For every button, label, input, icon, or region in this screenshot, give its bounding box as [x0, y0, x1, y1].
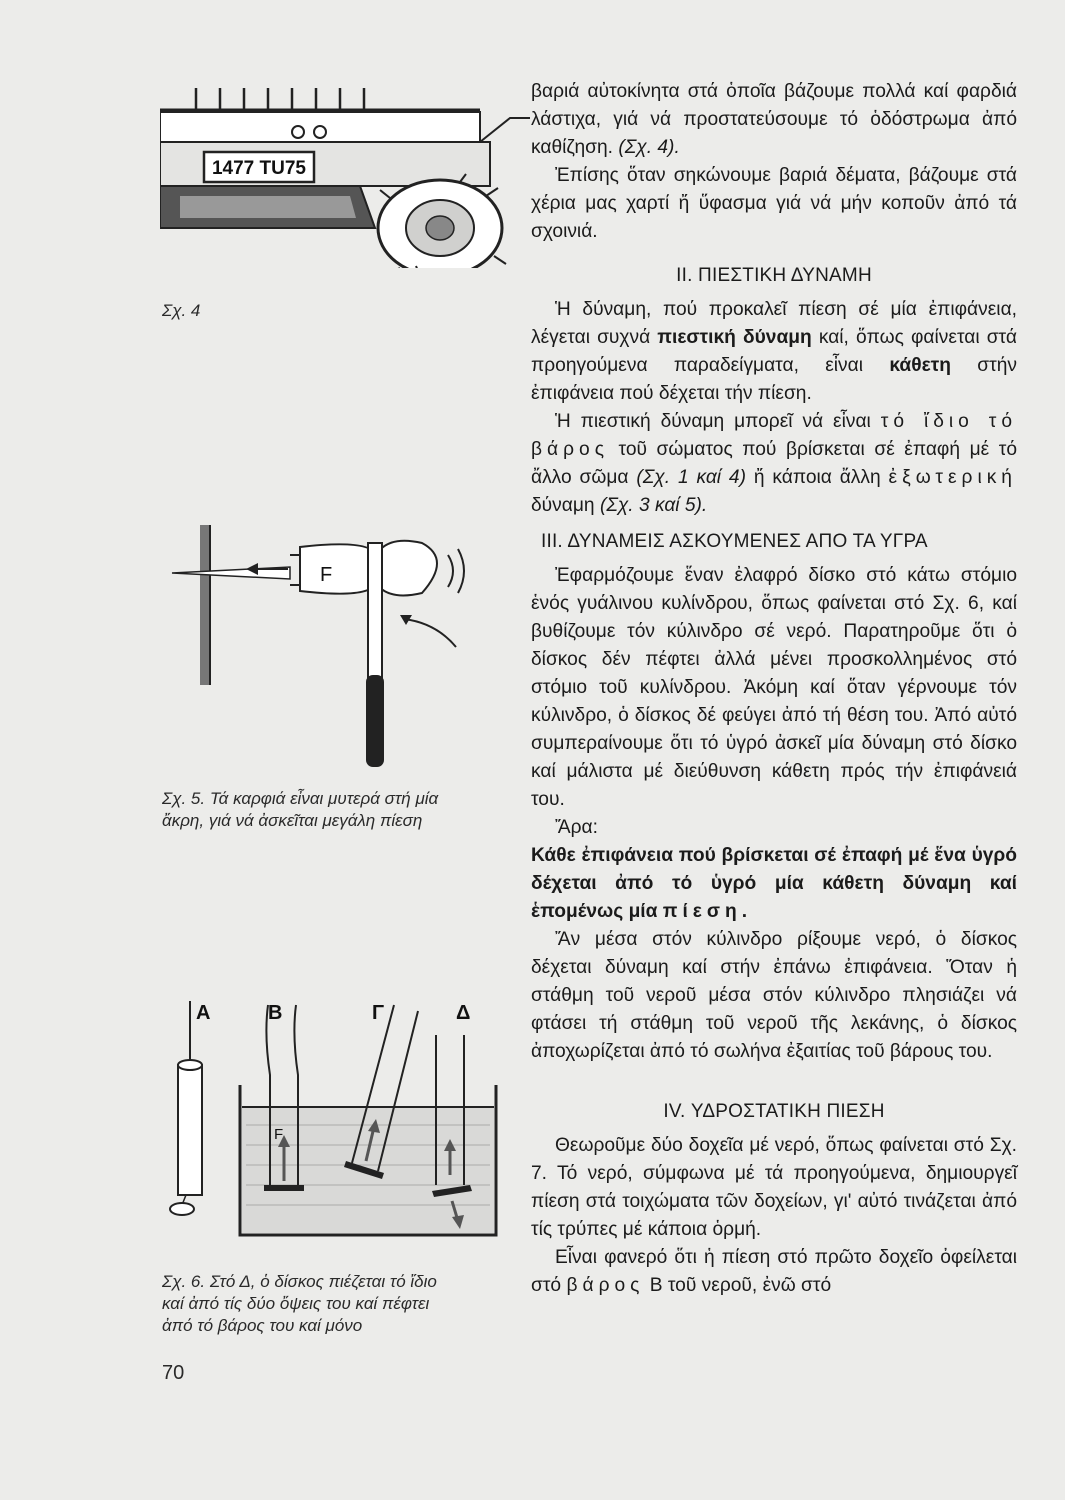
figure-5-caption-line-1: Σχ. 5. Τά καρφιά εἶναι μυτερά στή μία — [162, 789, 439, 808]
paragraph-force-source — [531, 408, 1017, 520]
paragraph-trucks — [531, 78, 1017, 162]
rule-spaced-pressure: πίεση — [662, 901, 742, 922]
fv-spaced-weight: βάρος — [566, 1275, 645, 1296]
license-plate-text: 1477 TU75 — [211, 158, 307, 179]
paragraph-pressing-force — [531, 296, 1017, 408]
fs-spaced-external: ἐξωτερική — [888, 467, 1017, 488]
page-number: 70 — [162, 1362, 185, 1384]
paragraph-two-vessels: Θεωροῦμε δύο δοχεῖα μέ νερό, ὅπως φαίνεται στό Σχ. 7. Τό νερό, σύμφωνα μέ τά προηγούμενα, δημιουργεῖ πίεση στά τοιχώματα τῶν δοχείων, γι' αὐτό τινάζεται ἀπό τίς τρύπες μέ κάποια ὁρμή. — [531, 1135, 1017, 1240]
fs-text-a: Ἡ πιεστική δύναμη μπορεῖ νά εἶναι — [555, 411, 871, 432]
heading-section-3: ΙΙΙ. ΔΥΝΑΜΕΙΣ ΑΣΚΟΥΜΕΝΕΣ ΑΠΟ ΤΑ ΥΓΡΑ — [541, 531, 928, 552]
paragraph-therefore: Ἄρα: — [555, 817, 598, 838]
figure-6-caption-line-1: Σχ. 6. Στό Δ, ὁ δίσκος πιέζεται τό ἴδιο — [162, 1272, 437, 1291]
paragraph-water-in-cylinder: Ἄν μέσα στόν κύλινδρο ρίξουμε νερό, ὁ δίσκος δέχεται δύναμη καί στήν ἐπάνω ἐπιφάνεια. Ὅταν ἡ στάθμη τοῦ νεροῦ μέσα στόν κύλινδρο πλησιάζει νά φτάσει τή στάθμη τοῦ νεροῦ τῆς λεκάνης, ὁ δίσκος ἀποχωρίζεται ἀπό τό σωλήνα ἐξαιτίας τοῦ βάρους του. — [531, 929, 1017, 1062]
paragraph-trucks-ref: (Σχ. 4). — [618, 137, 680, 158]
figure-4-caption: Σχ. 4 — [162, 301, 201, 320]
figure-6-caption-line-2: καί ἀπό τίς δύο ὄψεις του καί πέφτει — [162, 1294, 430, 1313]
label-beta: Β — [268, 1002, 283, 1024]
figure-5-caption-line-2: ἄκρη, γιά νά ἀσκεῖται μεγάλη πίεση — [162, 811, 423, 830]
fs-spaced-weight: τό ἴδιο τό βάρος — [531, 411, 1017, 460]
rule-text-a: Κάθε ἐπιφάνεια πού βρίσκεται σέ ἐπαφή μέ ἕνα ὑγρό δέχεται ἀπό τό ὑγρό μία κάθετη δύναμη καί ἑπομένως μία — [531, 845, 1017, 922]
fv-text-a: Εἶναι φανερό ὅτι ἡ πίεση στό πρῶτο δοχεῖο ὀφείλεται στό — [531, 1247, 1017, 1296]
pf-text-a: Ἡ δύναμη, πού προκαλεῖ πίεση σέ μία ἐπιφάνεια, λέγεται συχνά — [531, 299, 1017, 348]
paragraph-first-vessel — [531, 1244, 1017, 1300]
pf-bold-term: πιεστική δύναμη — [657, 327, 812, 348]
heading-section-4: IV. ΥΔΡΟΣΤΑΤΙΚΗ ΠΙΕΣΗ — [663, 1101, 885, 1122]
force-label-f-cylinder-b: F — [274, 1126, 284, 1143]
force-label-f: F — [320, 564, 333, 586]
figure-5-hammer-nail-illustration — [160, 525, 490, 775]
paragraph-disc-experiment: Ἐφαρμόζουμε ἕναν ἐλαφρό δίσκο στό κάτω στόμιο ἑνός γυάλινου κυλίνδρου, ὅπως φαίνεται στό Σχ. 6, καί βυθίζουμε τόν κύλινδρο σέ νερό. Παρατηροῦμε ὅτι ὁ δίσκος δέν πέφτει ἀλλά μένει προσκολλημένος στό στόμιο τοῦ κυλίνδρου. Ἀκόμη καί ὅταν γέρνουμε τόν κύλινδρο, ὁ δίσκος δέ φεύγει ἀπό τή θέση του. Ἀπό αὐτό συμπεραίνουμε ὅτι τό ὑγρό ἀσκεῖ μία δύναμη στό δίσκο καί μάλιστα μέ διεύθυνση κάθετη πρός τήν ἐπιφάνειά του. — [531, 565, 1017, 810]
fs-ref-1: (Σχ. 1 καί 4) — [636, 467, 746, 488]
label-alpha: Α — [196, 1002, 211, 1024]
fs-text-c: τοῦ σώματος πού βρίσκεται σέ ἐπαφή μέ τό ἄλλο σῶμα — [531, 439, 1017, 488]
figure-6-cylinders-illustration — [160, 995, 500, 1245]
pf-bold-perpendicular: κάθετη — [889, 355, 951, 376]
pf-text-e: στήν ἐπιφάνεια πού δέχεται τήν πίεση. — [531, 355, 1017, 404]
fs-ref-2: (Σχ. 3 καί 5). — [599, 495, 708, 516]
truck-drawing — [160, 78, 530, 268]
pf-text-c: καί, ὅπως φαίνεται στά προηγούμενα παραδείγματα, εἶναι — [531, 327, 1017, 376]
paragraph-rule — [531, 842, 1017, 926]
rule-period: . — [741, 901, 748, 922]
label-gamma: Γ — [372, 1002, 385, 1024]
cylinders-drawing — [160, 995, 500, 1245]
heading-section-2: ΙΙ. ΠΙΕΣΤΙΚΗ ΔΥΝΑΜΗ — [676, 265, 872, 286]
main-text-column — [531, 78, 1017, 1300]
fv-text-c: Β τοῦ νεροῦ, ἐνῶ στό — [649, 1275, 832, 1296]
figure-6-caption-line-3: ἀπό τό βάρος του καί μόνο — [162, 1316, 363, 1335]
paragraph-trucks-text: βαριά αὐτοκίνητα στά ὁποῖα βάζουμε πολλά καί φαρδιά λάστιχα, γιά νά προστατεύσουμε τό ὁδόστρωμα ἀπό καθίζηση. — [531, 81, 1017, 158]
hammer-nail-drawing — [160, 525, 490, 775]
fs-text-e: ἤ κάποια ἄλλη — [753, 467, 881, 488]
paragraph-packages: Ἐπίσης ὅταν σηκώνουμε βαριά δέματα, βάζουμε στά χέρια μας χαρτί ἤ ὕφασμα γιά νά μήν κοποῦν ἀπό τά σχοινιά. — [531, 165, 1017, 242]
fs-text-g: δύναμη — [531, 495, 595, 516]
label-delta: Δ — [456, 1002, 471, 1024]
figure-4-truck-illustration — [160, 78, 530, 268]
